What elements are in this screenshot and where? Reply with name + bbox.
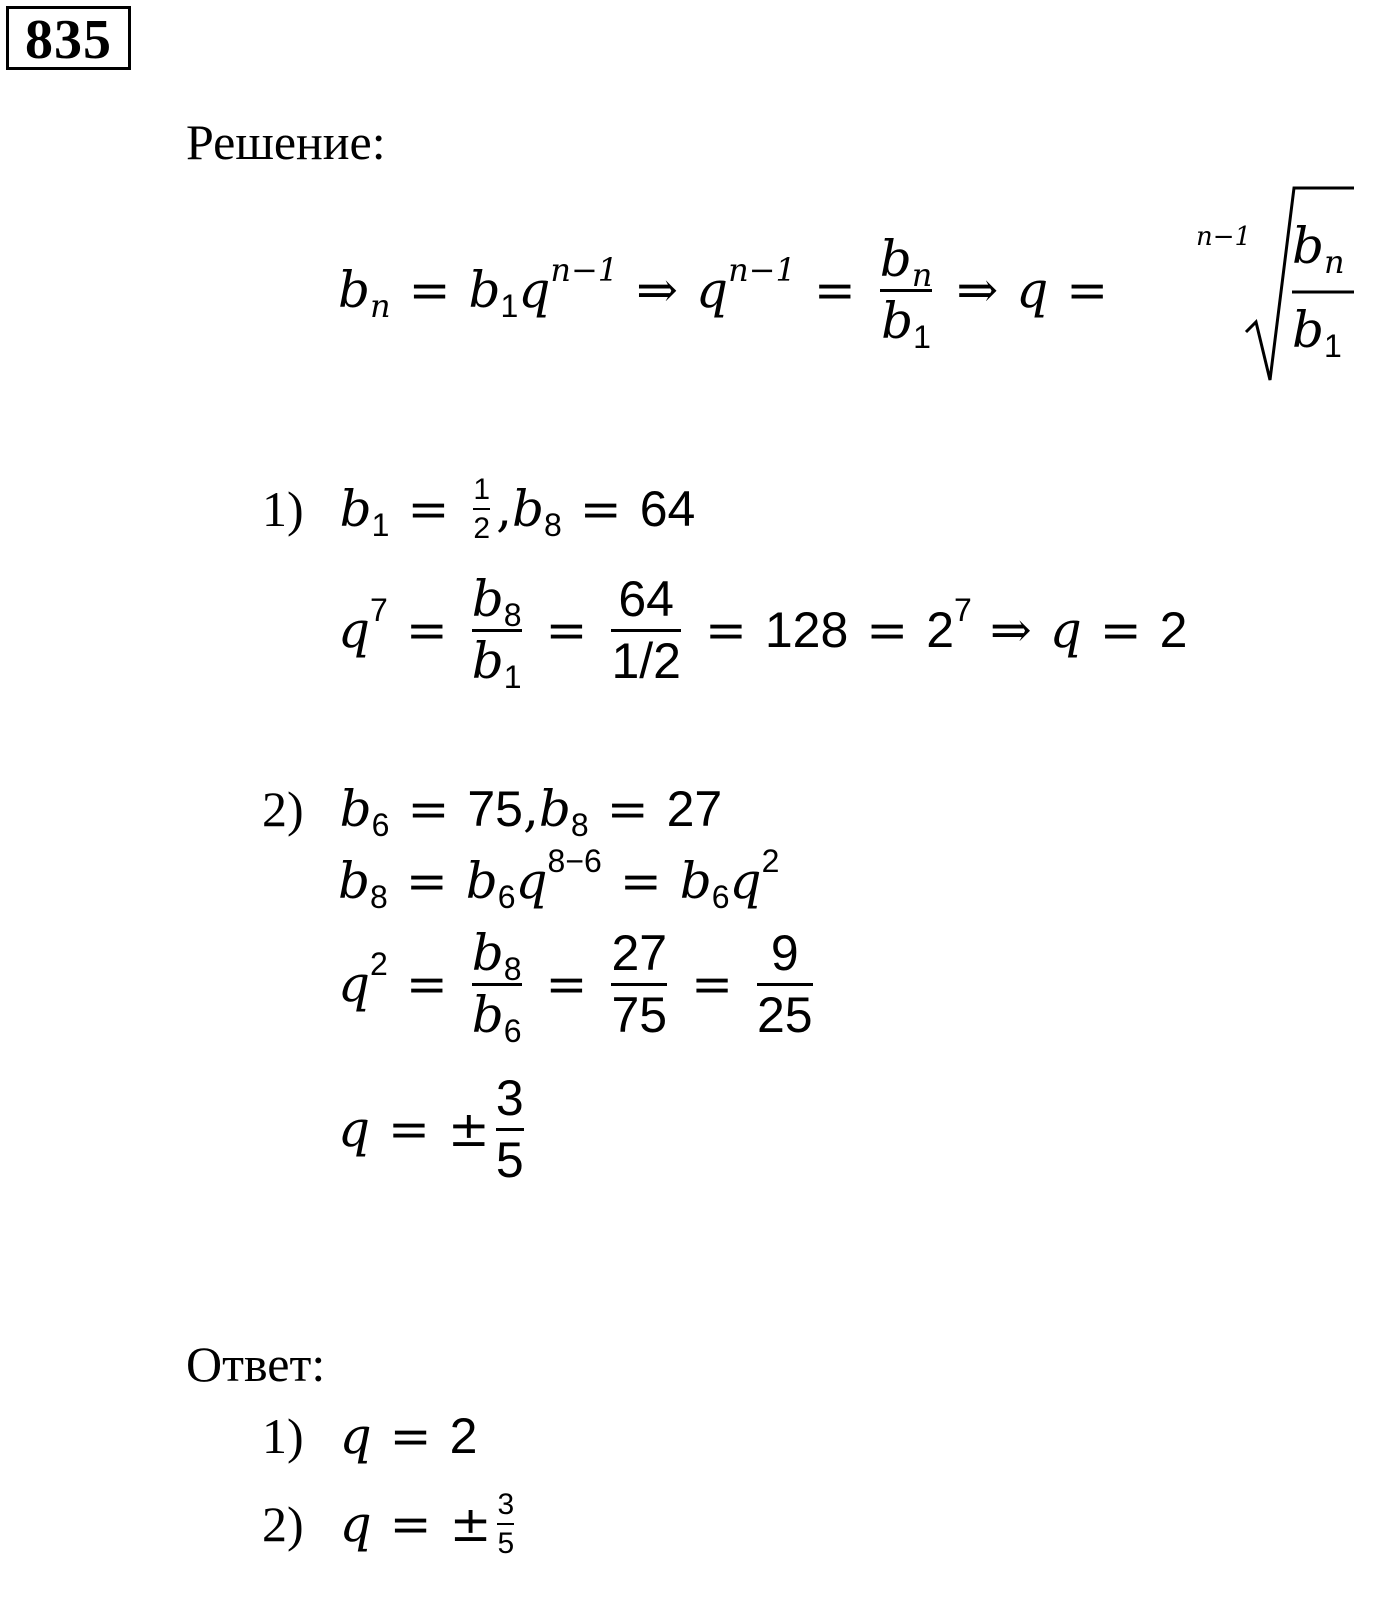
answer-1: 1) q = 2 bbox=[262, 1407, 478, 1465]
p1-eq4: = bbox=[545, 601, 588, 659]
formula-b1: b bbox=[468, 261, 501, 319]
p1-eq2: = bbox=[579, 480, 622, 538]
p1-comma: , bbox=[496, 480, 512, 538]
p1-eq6: = bbox=[866, 601, 909, 659]
formula-fraction bbox=[879, 229, 933, 355]
part2-label: 2) bbox=[262, 781, 304, 837]
p1-sub8: 8 bbox=[543, 507, 562, 543]
p1-b: b bbox=[339, 480, 372, 538]
formula-q-2: q bbox=[696, 261, 729, 319]
problem-number: 835 bbox=[25, 9, 112, 71]
frac-sub-1: 1 bbox=[913, 318, 931, 355]
p2-frac-27-75: $\frac{27}{75}$ bbox=[611, 924, 668, 1043]
p2-75: 75 bbox=[467, 781, 523, 837]
part2-calc: q 2 = $\frac{b_8}{b_6}$ = $\frac{27}{75}$ = $\frac{9}{25}$ bbox=[338, 923, 813, 1049]
answer-heading: Ответ: bbox=[186, 1336, 326, 1392]
p1-q-exp: 7 bbox=[370, 592, 388, 628]
p2-sub8: 8 bbox=[570, 807, 589, 843]
part2-relation: b 8 = b 6 q 8−6 = b 6 q 2 bbox=[338, 843, 780, 915]
answer-2-label: 2) bbox=[262, 1496, 304, 1552]
p1-q: q bbox=[338, 601, 371, 659]
formula-sub-n: n bbox=[370, 287, 391, 325]
p1-128: 128 bbox=[764, 602, 849, 658]
p2-eq2: = bbox=[606, 780, 649, 838]
p2-sub6: 6 bbox=[371, 807, 390, 843]
p1-sub1: 1 bbox=[371, 507, 390, 543]
part1-label: 1) bbox=[262, 481, 304, 537]
solution-heading: Решение: bbox=[186, 114, 386, 170]
frac-b: b bbox=[879, 229, 912, 288]
formula-exp: n−1 bbox=[550, 251, 619, 289]
formula-b: b bbox=[338, 261, 371, 319]
formula-eq-3: = bbox=[1066, 261, 1109, 319]
part2-given bbox=[262, 774, 722, 844]
p1-pow-base: 2 bbox=[926, 602, 955, 658]
answer-2: 2) q = ± $\frac{3}{5}$ bbox=[262, 1488, 515, 1560]
p2-frac-9-25: $\frac{9}{25}$ bbox=[756, 924, 813, 1043]
p1-frac-num: $\frac{64}{1/2}$ bbox=[611, 570, 681, 689]
root-den: $b_1$ bbox=[1292, 301, 1342, 364]
answer-2-frac: $\frac{3}{5}$ bbox=[497, 1488, 515, 1560]
general-formula bbox=[338, 210, 1108, 370]
p2-eq1: = bbox=[407, 780, 450, 838]
p2-comma: , bbox=[523, 780, 539, 838]
formula-implies-2: ⇒ bbox=[956, 261, 999, 319]
answer-1-label: 1) bbox=[262, 1408, 304, 1464]
nth-root bbox=[1196, 182, 1396, 392]
formula-eq-1: = bbox=[408, 261, 451, 319]
part1-calc bbox=[338, 560, 1187, 700]
p1-implies: ⇒ bbox=[989, 601, 1032, 659]
p2-ans-frac: $\frac{3}{5}$ bbox=[495, 1069, 524, 1188]
p1-eq5: = bbox=[704, 601, 747, 659]
formula-sub-1: 1 bbox=[500, 288, 519, 324]
p2-27: 27 bbox=[666, 781, 723, 837]
formula-exp-2: n−1 bbox=[728, 251, 796, 289]
p1-b8: b bbox=[511, 480, 544, 538]
p2-b8: b bbox=[538, 780, 571, 838]
p1-eq7: = bbox=[1099, 601, 1142, 659]
p1-qval: 2 bbox=[1159, 602, 1188, 658]
p1-pow-exp: 7 bbox=[954, 592, 972, 628]
p1-eq3: = bbox=[405, 601, 448, 659]
frac-b-den: b bbox=[881, 291, 914, 350]
formula-q-3: q bbox=[1016, 261, 1049, 319]
root-index: n−1 bbox=[1196, 222, 1252, 252]
p1-eq: = bbox=[407, 480, 450, 538]
p2-frac-b: $\frac{b_8}{b_6}$ bbox=[471, 923, 522, 1049]
part1-given bbox=[262, 464, 695, 554]
frac-sub-n: n bbox=[911, 255, 933, 294]
p1-64: 64 bbox=[639, 481, 696, 537]
problem-number-box bbox=[6, 6, 131, 70]
p1-q2: q bbox=[1049, 601, 1082, 659]
p1-frac-b: $\frac{b_8}{b_1}$ bbox=[471, 569, 522, 695]
p2-b6: b bbox=[339, 780, 372, 838]
formula-eq-2: = bbox=[813, 261, 856, 319]
p1-half: $\frac{1}{2}$ bbox=[473, 473, 491, 545]
formula-q: q bbox=[518, 261, 551, 319]
part2-result: q = ± $\frac{3}{5}$ bbox=[338, 1069, 524, 1188]
formula-implies-1: ⇒ bbox=[636, 261, 679, 319]
root-num: $b_n$ bbox=[1292, 217, 1345, 281]
